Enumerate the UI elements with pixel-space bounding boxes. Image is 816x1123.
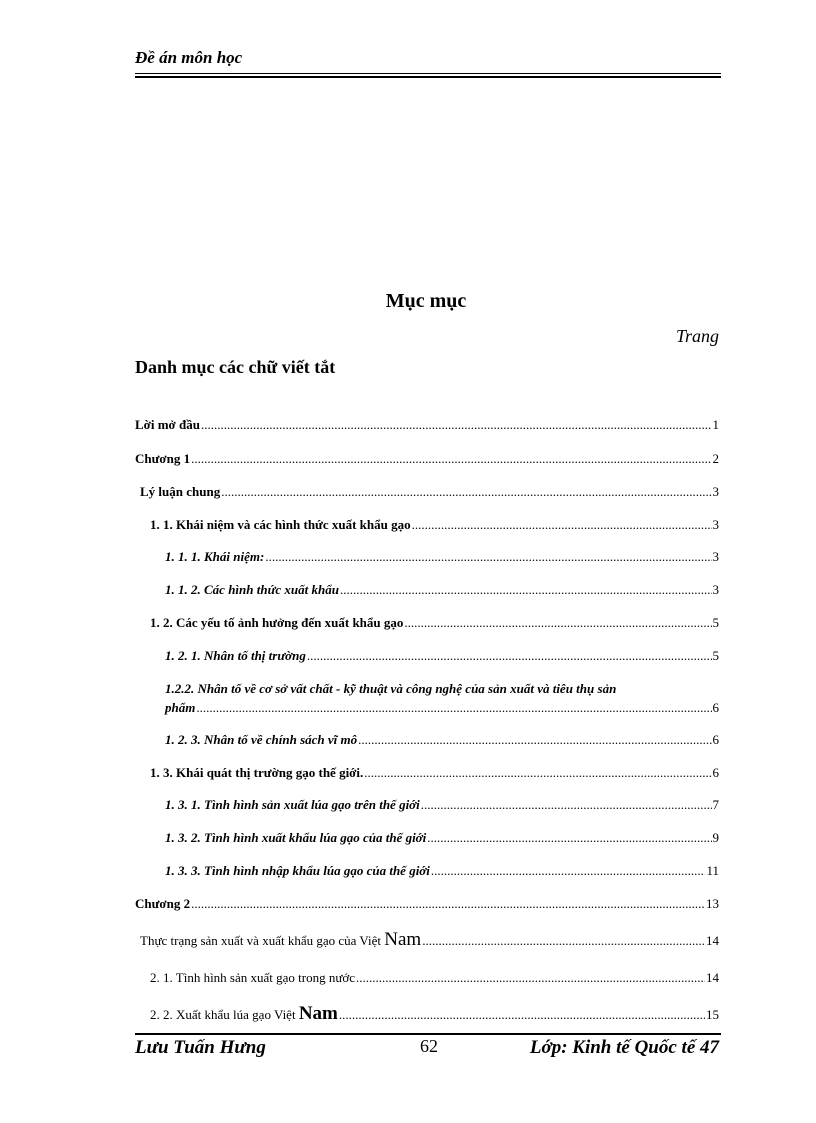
toc-entry-label: 1.2.2. Nhân tố về cơ sở vất chất - kỹ thuật và công nghệ của sản xuất và tiêu thụ sản [165, 681, 617, 696]
toc-entry [140, 929, 719, 951]
toc-entry [150, 765, 719, 781]
toc-entry [150, 517, 719, 533]
toc-entry-label: 1. 1. 1. Khái niệm: [165, 549, 265, 564]
toc-entry-label-emphasis: Nam [298, 1003, 338, 1024]
toc-entry-page: 14 [706, 970, 719, 985]
toc-entry-page: 7 [712, 797, 719, 812]
toc-entry-label: 2. 1. Tình hình sản xuất gạo trong nước [150, 970, 356, 985]
toc-entry-page: 5 [712, 615, 719, 630]
page-column-label: Trang [675, 326, 719, 346]
dot-leader [364, 765, 711, 781]
toc-entry-label: 1. 2. Các yếu tố ảnh hưởng đến xuất khẩu gạo [150, 615, 404, 630]
dot-leader [265, 549, 711, 565]
dot-leader [191, 896, 705, 912]
toc-entry-page: 5 [712, 648, 719, 663]
toc-entry-page: 6 [712, 732, 719, 747]
footer-class: Lớp: Kinh tế Quốc tế 47 [529, 1037, 719, 1058]
toc-entry-label-text: Thực trạng sản xuất và xuất khẩu gạo của Việt [140, 933, 385, 948]
dot-leader [421, 797, 712, 813]
toc-entry [135, 896, 719, 912]
toc-entry-label-emphasis: Nam [384, 929, 422, 950]
toc-entry-page: 14 [706, 933, 719, 948]
toc-entry [165, 648, 719, 664]
toc-entry-label-text: 2. 2. Xuất khẩu lúa gạo Việt [150, 1007, 299, 1022]
dot-leader [339, 1007, 705, 1023]
toc-entry-page: 2 [712, 451, 719, 466]
toc-entry [150, 970, 719, 986]
toc-entry-page: 6 [712, 765, 719, 780]
toc-entry [165, 797, 719, 813]
toc-entry-page: 15 [706, 1007, 719, 1022]
toc-entry [165, 681, 719, 716]
footer-page-number: 62 [420, 1036, 438, 1056]
dot-leader [412, 517, 712, 533]
toc-entry-label: Lời mở đầu [135, 417, 200, 432]
toc-entry-label: 1. 2. 3. Nhân tố về chính sách vĩ mô [165, 732, 358, 747]
toc-entry-label: 1. 1. 2. Các hình thức xuất khẩu [165, 582, 339, 597]
dot-leader [307, 648, 712, 664]
dot-leader [427, 830, 711, 846]
toc-entry [165, 582, 719, 598]
toc-entry-label: 1. 1. Khái niệm và các hình thức xuất khẩu gạo [150, 517, 411, 532]
dot-leader [191, 451, 711, 467]
toc-entry-label: Chương 2 [135, 896, 191, 911]
dot-leader [422, 933, 705, 949]
dot-leader [221, 484, 711, 500]
dot-leader [431, 863, 706, 879]
header-rule-secondary [135, 77, 721, 78]
toc-entry [165, 732, 719, 748]
dot-leader [356, 970, 705, 986]
toc-entry-page: 6 [712, 700, 719, 715]
toc-entry-page: 3 [712, 549, 719, 564]
toc-entry-label: Lý luận chung [140, 484, 221, 499]
footer-author: Lưu Tuấn Hưng [135, 1037, 266, 1058]
toc-entry [140, 484, 719, 500]
toc-entry-label [150, 1003, 338, 1025]
header-title: Đề án môn học [135, 48, 243, 67]
toc-entry-label: 1. 3. Khái quát thị trường gạo thế giới. [150, 765, 364, 780]
dot-leader [340, 582, 712, 598]
toc-entry [135, 451, 719, 467]
toc-entry-label: 1. 3. 1. Tình hình sản xuất lúa gạo trên thế giới [165, 797, 420, 812]
toc-entry-label: Chương 1 [135, 451, 191, 466]
toc-entry-page: 13 [706, 896, 719, 911]
toc-entry [150, 615, 719, 631]
toc-entry-label-continued: phẩm [165, 700, 196, 715]
dot-leader [196, 700, 711, 716]
toc-title: Mục mục [385, 290, 467, 312]
footer-rule [135, 1033, 721, 1035]
toc-entry-page: 3 [712, 517, 719, 532]
toc-entry [165, 863, 719, 879]
toc-entry [165, 830, 719, 846]
abbreviations-heading: Danh mục các chữ viết tắt [135, 357, 336, 377]
dot-leader [404, 615, 711, 631]
toc-entry-label [140, 929, 421, 951]
dot-leader [358, 732, 711, 748]
toc-entry-label: 1. 2. 1. Nhân tố thị trường [165, 648, 306, 663]
toc-entry-page: 9 [712, 830, 719, 845]
toc-entry [165, 549, 719, 565]
toc-entry-page: 3 [712, 484, 719, 499]
toc-entry [135, 417, 719, 433]
toc-entry-label: 1. 3. 3. Tình hình nhập khẩu lúa gạo của thế giới [165, 863, 430, 878]
toc-entry-page: 3 [712, 582, 719, 597]
dot-leader [201, 417, 712, 433]
toc-entry-label: 1. 3. 2. Tình hình xuất khẩu lúa gạo của thế giới [165, 830, 427, 845]
toc-entry-page: 11 [706, 863, 719, 878]
toc-entry-page: 1 [712, 417, 719, 432]
toc-entry [150, 1003, 719, 1025]
